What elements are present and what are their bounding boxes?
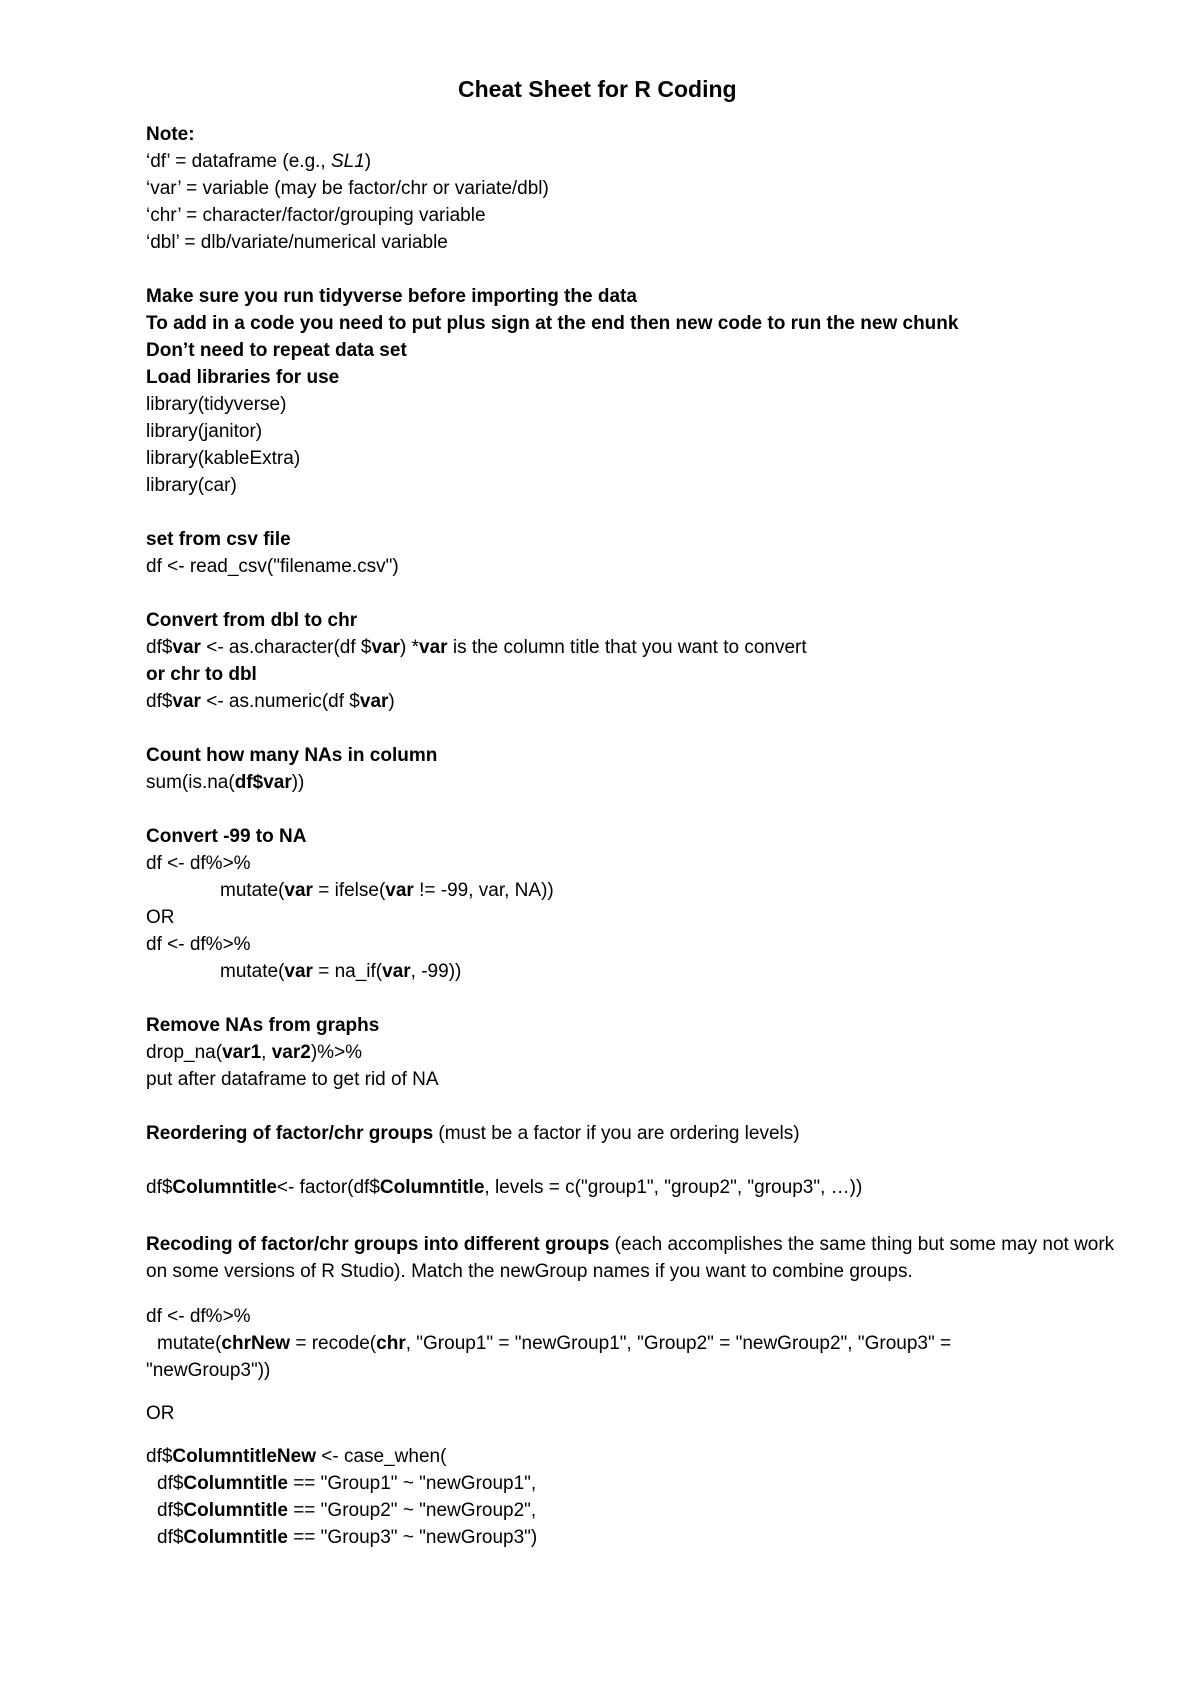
remove-na-note: put after dataframe to get rid of NA	[146, 1069, 439, 1090]
recode-code: "newGroup3"))	[146, 1360, 271, 1381]
note-df-text: ‘df’ = dataframe (e.g.,	[146, 151, 331, 172]
casewhen-code	[146, 1446, 446, 1468]
reorder-heading-line	[146, 1123, 800, 1145]
code-text: <- case_when(	[315, 1446, 447, 1467]
code-text: drop_na(	[146, 1042, 223, 1063]
convert-code-dbl	[146, 691, 395, 713]
code-var: df$var	[234, 772, 292, 793]
casewhen-case	[157, 1500, 536, 1522]
convert99-code: df <- df%>%	[146, 853, 251, 874]
note-dbl-line: ‘dbl’ = dlb/variate/numerical variable	[146, 232, 448, 253]
code-text: mutate(	[157, 1333, 222, 1354]
count-na-code	[146, 772, 304, 794]
code-text: )	[388, 691, 395, 712]
note-var-line: ‘var’ = variable (may be factor/chr or variate/dbl)	[146, 178, 549, 199]
code-text: <- as.numeric(df $	[200, 691, 360, 712]
recode-note: (each accomplishes the same thing but some may not work on some versions of R Studio). Match the newGroup names if you want to combine groups.	[146, 1234, 1115, 1282]
reorder-heading: Reordering of factor/chr groups	[146, 1123, 434, 1144]
code-text: , -99))	[410, 961, 462, 982]
code-text: ) *	[400, 637, 420, 658]
convert-code-chr	[146, 637, 807, 659]
code-text: , "Group1" = "newGroup1", "Group2" = "newGroup2", "Group3" =	[405, 1333, 952, 1354]
code-text: )%>%	[310, 1042, 363, 1063]
note-heading: Note:	[146, 124, 195, 145]
code-var: ColumntitleNew	[172, 1446, 316, 1467]
code-var: Columntitle	[183, 1500, 288, 1521]
code-text: df$	[146, 1446, 173, 1467]
convert99-code	[220, 880, 554, 902]
code-var: var	[385, 880, 414, 901]
library-line: library(car)	[146, 475, 237, 496]
note-df-close: )	[364, 151, 372, 172]
convert-heading: Convert from dbl to chr	[146, 610, 358, 631]
reorder-code	[146, 1177, 862, 1199]
code-var: chr	[376, 1333, 406, 1354]
library-line: library(janitor)	[146, 421, 263, 442]
code-text: ,	[261, 1042, 272, 1063]
recode-heading-paragraph	[146, 1231, 1126, 1285]
code-var: chrNew	[221, 1333, 291, 1354]
code-var: Columntitle	[183, 1473, 288, 1494]
remove-na-heading: Remove NAs from graphs	[146, 1015, 380, 1036]
code-text: sum(is.na(	[146, 772, 235, 793]
code-var: var	[172, 691, 201, 712]
casewhen-case	[157, 1527, 537, 1549]
remove-na-code	[146, 1042, 362, 1064]
code-text: ))	[291, 772, 305, 793]
code-text: df$	[146, 1177, 173, 1198]
code-text: = ifelse(	[312, 880, 386, 901]
code-var: var	[284, 880, 313, 901]
code-text: mutate(	[220, 961, 285, 982]
code-text: = na_if(	[312, 961, 383, 982]
code-text: df$	[146, 637, 173, 658]
recode-code: df <- df%>%	[146, 1306, 251, 1327]
code-text: df$	[157, 1500, 184, 1521]
note-chr-line: ‘chr’ = character/factor/grouping variable	[146, 205, 486, 226]
tip-repeat: Don’t need to repeat data set	[146, 340, 407, 361]
code-text: <- as.character(df $	[200, 637, 372, 658]
convert99-heading: Convert -99 to NA	[146, 826, 307, 847]
page-title: Cheat Sheet for R Coding	[458, 76, 737, 102]
note-df-example: SL1	[330, 151, 365, 172]
code-var: var	[382, 961, 411, 982]
code-text: == "Group3" ~ "newGroup3")	[287, 1527, 538, 1548]
convert-heading-2: or chr to dbl	[146, 664, 257, 685]
code-var: var	[172, 637, 201, 658]
note-df-line	[146, 151, 371, 173]
code-var: var1	[222, 1042, 262, 1063]
recode-code	[157, 1333, 951, 1355]
or-separator: OR	[146, 907, 175, 928]
count-na-heading: Count how many NAs in column	[146, 745, 438, 766]
convert99-code	[220, 961, 461, 983]
code-text: = recode(	[290, 1333, 377, 1354]
code-text: == "Group1" ~ "newGroup1",	[287, 1473, 537, 1494]
code-text: , levels = c("group1", "group2", "group3", …))	[484, 1177, 863, 1198]
code-text: df$	[157, 1473, 184, 1494]
code-var: Columntitle	[379, 1177, 485, 1198]
or-separator: OR	[146, 1403, 175, 1424]
code-var: var	[371, 637, 401, 658]
library-line: library(tidyverse)	[146, 394, 287, 415]
tip-plus-sign: To add in a code you need to put plus sign at the end then new code to run the new chunk	[146, 313, 959, 334]
code-var: Columntitle	[172, 1177, 277, 1198]
code-text: df$	[146, 691, 173, 712]
csv-code: df <- read_csv("filename.csv")	[146, 556, 399, 577]
code-var: var	[284, 961, 313, 982]
recode-heading: Recoding of factor/chr groups into different groups	[146, 1234, 610, 1255]
reorder-note: (must be a factor if you are ordering levels)	[433, 1123, 800, 1144]
code-text: df$	[157, 1527, 184, 1548]
code-var: var	[419, 637, 448, 658]
code-text: mutate(	[220, 880, 285, 901]
code-text: is the column title that you want to convert	[447, 637, 807, 658]
tip-tidyverse: Make sure you run tidyverse before importing the data	[146, 286, 637, 307]
code-text: <- factor(df$	[276, 1177, 380, 1198]
code-var: var	[359, 691, 389, 712]
code-var: var2	[271, 1042, 311, 1063]
csv-heading: set from csv file	[146, 529, 291, 550]
code-text: == "Group2" ~ "newGroup2",	[287, 1500, 537, 1521]
convert99-code: df <- df%>%	[146, 934, 251, 955]
code-var: Columntitle	[183, 1527, 288, 1548]
code-text: != -99, var, NA))	[413, 880, 554, 901]
tip-load-libraries: Load libraries for use	[146, 367, 340, 388]
library-line: library(kableExtra)	[146, 448, 301, 469]
casewhen-case	[157, 1473, 536, 1495]
